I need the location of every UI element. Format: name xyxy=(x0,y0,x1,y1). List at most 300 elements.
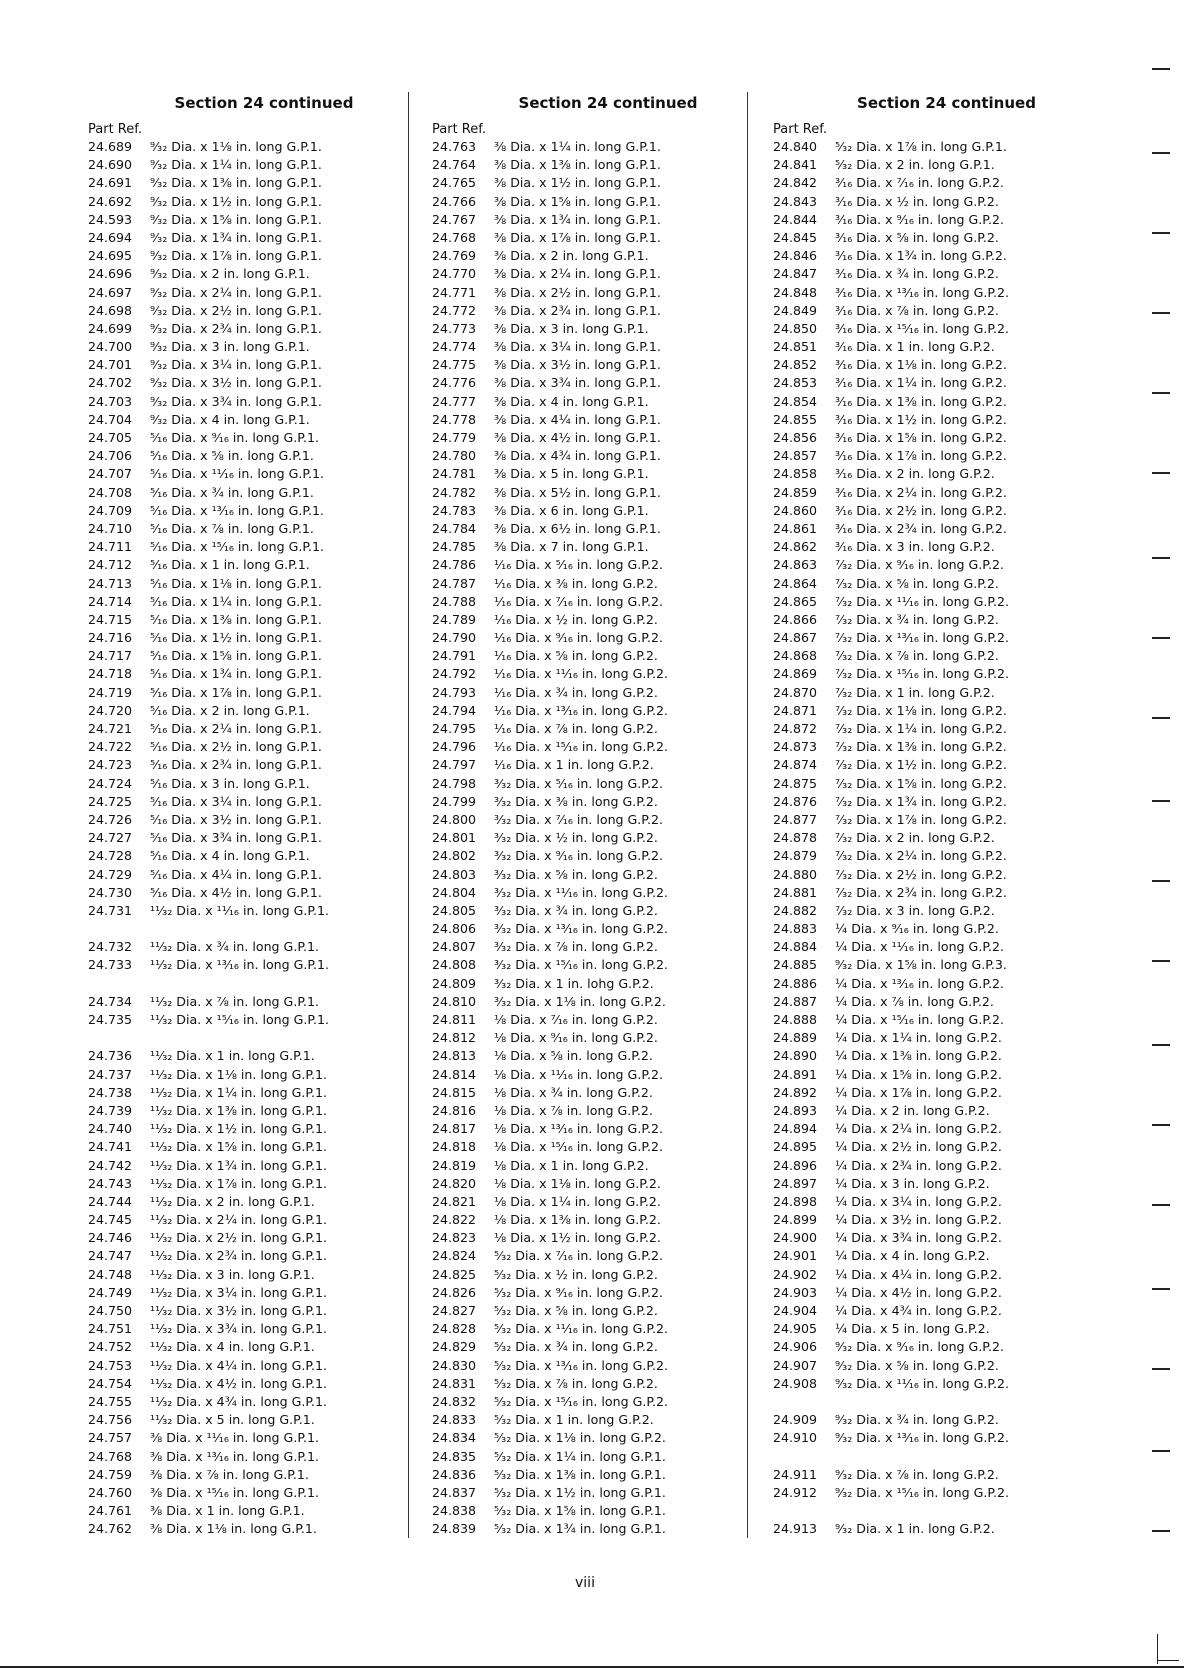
part-row xyxy=(432,829,744,847)
part-row xyxy=(88,229,400,247)
section-heading: Section 24 continued xyxy=(518,94,698,112)
part-description: ⁷⁄₃₂ Dia. x ¹³⁄₁₆ in. long G.P.2. xyxy=(835,630,1010,646)
part-row xyxy=(88,393,400,411)
part-description: ⅜ Dia. x ¹⁵⁄₁₆ in. long G.P.1. xyxy=(150,1484,319,1500)
part-row xyxy=(432,393,744,411)
part-description: ⁹⁄₃₂ Dia. x 2½ in. long G.P.1. xyxy=(150,302,322,318)
part-ref: 24.709 xyxy=(88,502,133,518)
part-row xyxy=(432,447,744,465)
part-row xyxy=(432,1448,744,1466)
part-row xyxy=(773,1029,1085,1047)
part-description: ¼ Dia. x 1⅜ in. long G.P.2. xyxy=(835,1048,1002,1064)
part-description: ⁹⁄₃₂ Dia. x 3½ in. long G.P.1. xyxy=(150,375,322,391)
part-ref: 24.886 xyxy=(773,975,818,991)
part-description: ⁹⁄₃₂ Dia. x 3 in. long G.P.1. xyxy=(150,339,310,355)
part-ref: 24.717 xyxy=(88,648,133,664)
part-row xyxy=(88,1193,400,1211)
part-description: ⁵⁄₁₆ Dia. x 1⅜ in. long G.P.1. xyxy=(150,611,322,627)
part-row xyxy=(432,720,744,738)
part-ref: 24.842 xyxy=(773,175,818,191)
part-row xyxy=(88,429,400,447)
part-ref: 24.799 xyxy=(432,793,477,809)
part-ref: 24.866 xyxy=(773,611,818,627)
part-ref: 24.715 xyxy=(88,611,133,627)
part-row xyxy=(432,920,744,938)
part-row xyxy=(773,484,1085,502)
part-row xyxy=(88,866,400,884)
part-row xyxy=(773,1320,1085,1338)
part-description: ⅛ Dia. x 1 in. long G.P.2. xyxy=(494,1157,649,1173)
part-row xyxy=(88,338,400,356)
part-description: ⁷⁄₃₂ Dia. x 1¼ in. long G.P.2. xyxy=(835,721,1007,736)
part-description: ⅜ Dia. x 2¾ in. long G.P.1. xyxy=(494,302,661,318)
part-description: ¹¹⁄₃₂ Dia. x 1½ in. long G.P.1. xyxy=(150,1121,327,1137)
part-ref: 24.699 xyxy=(88,320,133,336)
part-row xyxy=(773,1520,1085,1538)
part-ref: 24.786 xyxy=(432,557,477,573)
part-ref: 24.852 xyxy=(773,357,818,373)
part-ref: 24.774 xyxy=(432,339,477,355)
part-ref: 24.899 xyxy=(773,1212,818,1228)
part-row xyxy=(88,702,400,720)
part-description: ³⁄₃₂ Dia. x ⅞ in. long G.P.2. xyxy=(494,939,658,955)
part-description: ⁵⁄₃₂ Dia. x 1⅛ in. long G.P.2. xyxy=(494,1430,666,1446)
part-row xyxy=(88,665,400,683)
part-description: ⁹⁄₃₂ Dia. x 1¼ in. long G.P.1. xyxy=(150,157,322,173)
part-description: ¹⁄₁₆ Dia. x 1 in. long G.P.2. xyxy=(494,757,654,773)
part-ref: 24.775 xyxy=(432,357,477,373)
part-description: ⁵⁄₁₆ Dia. x 1⅞ in. long G.P.1. xyxy=(150,684,322,700)
part-ref: 24.858 xyxy=(773,466,818,482)
part-ref: 24.721 xyxy=(88,721,133,736)
part-description: ¼ Dia. x ¹³⁄₁₆ in. long G.P.2. xyxy=(835,975,1004,991)
part-row xyxy=(773,575,1085,593)
part-row xyxy=(88,1448,400,1466)
part-description: ¼ Dia. x 1¼ in. long G.P.2. xyxy=(835,1030,1002,1046)
part-row xyxy=(773,356,1085,374)
part-row xyxy=(773,920,1085,938)
part-description: ⅜ Dia. x ⅞ in. long G.P.1. xyxy=(150,1466,309,1482)
part-description: ⅜ Dia. x 3½ in. long G.P.1. xyxy=(494,357,661,373)
part-ref: 24.860 xyxy=(773,502,818,518)
margin-dash xyxy=(1152,717,1170,719)
part-row xyxy=(88,1102,400,1120)
part-row xyxy=(432,647,744,665)
part-ref: 24.844 xyxy=(773,211,818,227)
part-description: ⁷⁄₃₂ Dia. x ¹¹⁄₁₆ in. long G.P.2. xyxy=(835,593,1010,609)
part-description: ¹¹⁄₃₂ Dia. x 1 in. long G.P.1. xyxy=(150,1048,315,1064)
part-ref: 24.837 xyxy=(432,1484,477,1500)
part-description: ¼ Dia. x 3½ in. long G.P.2. xyxy=(835,1212,1002,1228)
section-heading: Section 24 continued xyxy=(857,94,1036,112)
part-ref: 24.789 xyxy=(432,611,477,627)
part-description: ³⁄₃₂ Dia. x ⁷⁄₁₆ in. long G.P.2. xyxy=(494,811,663,827)
part-ref: 24.690 xyxy=(88,157,133,173)
part-description: ¹¹⁄₃₂ Dia. x 3 in. long G.P.1. xyxy=(150,1266,315,1282)
part-ref: 24.760 xyxy=(88,1484,133,1500)
part-ref: 24.903 xyxy=(773,1284,818,1300)
part-row xyxy=(88,829,400,847)
part-row xyxy=(773,502,1085,520)
part-description: ³⁄₁₆ Dia. x 3 in. long G.P.2. xyxy=(835,539,995,555)
part-description: ¼ Dia. x 3 in. long G.P.2. xyxy=(835,1175,990,1191)
part-ref: 24.593 xyxy=(88,211,133,227)
part-description: ³⁄₃₂ Dia. x ⁹⁄₁₆ in. long G.P.2. xyxy=(494,848,663,864)
crop-mark xyxy=(1157,1660,1179,1661)
part-ref: 24.752 xyxy=(88,1339,133,1355)
part-description: ³⁄₃₂ Dia. x 1 in. lohg G.P.2. xyxy=(494,975,654,991)
part-description: ⅜ Dia. x 3¾ in. long G.P.1. xyxy=(494,375,661,391)
part-description: ⁵⁄₁₆ Dia. x ¹⁵⁄₁₆ in. long G.P.1. xyxy=(150,539,325,555)
margin-dash xyxy=(1152,1368,1170,1370)
part-row xyxy=(432,502,744,520)
part-ref: 24.787 xyxy=(432,575,477,591)
part-ref: 24.689 xyxy=(88,139,133,154)
part-row xyxy=(432,1320,744,1338)
part-ref: 24.777 xyxy=(432,393,477,409)
part-row xyxy=(88,1138,400,1156)
part-row xyxy=(432,465,744,483)
part-row xyxy=(773,629,1085,647)
part-row xyxy=(432,1011,744,1029)
part-description: ⁹⁄₃₂ Dia. x ⅝ in. long G.P.2. xyxy=(835,1357,999,1373)
part-ref: 24.700 xyxy=(88,339,133,355)
part-ref: 24.753 xyxy=(88,1357,133,1373)
part-ref: 24.708 xyxy=(88,484,133,500)
part-row xyxy=(432,629,744,647)
part-row xyxy=(432,1066,744,1084)
part-ref: 24.736 xyxy=(88,1048,133,1064)
part-description: ⁵⁄₃₂ Dia. x ¹⁵⁄₁₆ in. long G.P.2. xyxy=(494,1393,669,1409)
part-row xyxy=(88,1520,400,1538)
part-description: ⁵⁄₁₆ Dia. x ¹¹⁄₁₆ in. long G.P.1. xyxy=(150,466,325,482)
part-ref: 24.814 xyxy=(432,1066,477,1082)
part-ref: 24.887 xyxy=(773,993,818,1009)
part-row xyxy=(773,938,1085,956)
part-ref: 24.704 xyxy=(88,411,133,427)
part-ref: 24.807 xyxy=(432,939,477,955)
part-description: ⁵⁄₁₆ Dia. x ⅞ in. long G.P.1. xyxy=(150,520,314,536)
part-ref: 24.818 xyxy=(432,1139,477,1155)
part-ref: 24.770 xyxy=(432,266,477,282)
part-row xyxy=(773,1284,1085,1302)
part-description: ¼ Dia. x 2¾ in. long G.P.2. xyxy=(835,1157,1002,1173)
part-row xyxy=(432,611,744,629)
part-row xyxy=(773,684,1085,702)
part-ref: 24.870 xyxy=(773,684,818,700)
part-description: ⁷⁄₃₂ Dia. x 1⅜ in. long G.P.2. xyxy=(835,739,1007,755)
margin-dash xyxy=(1152,1204,1170,1206)
part-ref: 24.782 xyxy=(432,484,477,500)
part-description: ³⁄₃₂ Dia. x ¹⁵⁄₁₆ in. long G.P.2. xyxy=(494,957,669,973)
part-row xyxy=(88,993,400,1011)
part-ref: 24.734 xyxy=(88,993,133,1009)
part-row xyxy=(432,1466,744,1484)
part-ref: 24.889 xyxy=(773,1030,818,1046)
part-row xyxy=(88,575,400,593)
part-ref: 24.790 xyxy=(432,630,477,646)
part-description: ¹⁄₁₆ Dia. x ¾ in. long G.P.2. xyxy=(494,684,658,700)
part-ref: 24.843 xyxy=(773,193,818,209)
part-description: ⁹⁄₃₂ Dia. x 1¾ in. long G.P.1. xyxy=(150,229,322,245)
part-row xyxy=(88,629,400,647)
part-ref: 24.808 xyxy=(432,957,477,973)
part-description: ¹⁄₁₆ Dia. x ⅝ in. long G.P.2. xyxy=(494,648,658,664)
part-description: ⁵⁄₁₆ Dia. x 2½ in. long G.P.1. xyxy=(150,739,322,755)
part-description: ⅛ Dia. x ¾ in. long G.P.2. xyxy=(494,1084,653,1100)
part-row xyxy=(88,356,400,374)
part-row xyxy=(432,247,744,265)
part-row xyxy=(773,1429,1085,1465)
part-description: ⅜ Dia. x 1⅝ in. long G.P.1. xyxy=(494,193,661,209)
part-row xyxy=(773,702,1085,720)
parts-list xyxy=(432,138,744,1538)
part-ref: 24.793 xyxy=(432,684,477,700)
part-description: ³⁄₁₆ Dia. x 1⅜ in. long G.P.2. xyxy=(835,393,1007,409)
part-description: ¼ Dia. x 4¼ in. long G.P.2. xyxy=(835,1266,1002,1282)
part-ref: 24.805 xyxy=(432,902,477,918)
part-row xyxy=(88,902,400,938)
part-description: ⁹⁄₃₂ Dia. x ⁹⁄₁₆ in. long G.P.2. xyxy=(835,1339,1004,1355)
part-ref: 24.714 xyxy=(88,593,133,609)
part-ref: 24.804 xyxy=(432,884,477,900)
part-description: ⁵⁄₃₂ Dia. x ¹³⁄₁₆ in. long G.P.2. xyxy=(494,1357,669,1373)
part-ref: 24.749 xyxy=(88,1284,133,1300)
part-description: ⅜ Dia. x ¹³⁄₁₆ in. long G.P.1. xyxy=(150,1448,319,1464)
part-row xyxy=(432,665,744,683)
part-description: ⁵⁄₃₂ Dia. x 1⅝ in. long G.P.1. xyxy=(494,1503,666,1519)
part-row xyxy=(773,265,1085,283)
part-row xyxy=(88,447,400,465)
part-row xyxy=(773,1302,1085,1320)
part-description: ¹¹⁄₃₂ Dia. x 2 in. long G.P.1. xyxy=(150,1193,315,1209)
part-row xyxy=(773,1193,1085,1211)
part-ref: 24.830 xyxy=(432,1357,477,1373)
part-description: ⅜ Dia. x 4 in. long G.P.1. xyxy=(494,393,649,409)
part-row xyxy=(773,211,1085,229)
part-ref: 24.854 xyxy=(773,393,818,409)
part-ref: 24.740 xyxy=(88,1121,133,1137)
part-ref: 24.817 xyxy=(432,1121,477,1137)
part-description: ⁹⁄₃₂ Dia. x 2¼ in. long G.P.1. xyxy=(150,284,322,300)
part-row xyxy=(773,775,1085,793)
part-row xyxy=(773,793,1085,811)
part-row xyxy=(432,174,744,192)
part-row xyxy=(432,1157,744,1175)
part-row xyxy=(773,756,1085,774)
part-ref: 24.768 xyxy=(432,229,477,245)
part-row xyxy=(432,211,744,229)
part-description: ¹¹⁄₃₂ Dia. x 2¼ in. long G.P.1. xyxy=(150,1212,327,1228)
part-row xyxy=(432,1484,744,1502)
part-row xyxy=(88,465,400,483)
part-ref: 24.744 xyxy=(88,1193,133,1209)
part-row xyxy=(432,1229,744,1247)
margin-dash xyxy=(1152,472,1170,474)
part-description: ⁵⁄₃₂ Dia. x ⁷⁄₁₆ in. long G.P.2. xyxy=(494,1248,663,1264)
part-row xyxy=(88,738,400,756)
part-row xyxy=(432,538,744,556)
part-row xyxy=(432,902,744,920)
part-description: ⁹⁄₃₂ Dia. x 1½ in. long G.P.1. xyxy=(150,193,322,209)
part-description: ⅛ Dia. x 1⅛ in. long G.P.2. xyxy=(494,1175,661,1191)
part-description: ⁵⁄₁₆ Dia. x 4½ in. long G.P.1. xyxy=(150,884,322,900)
part-description: ¼ Dia. x 5 in. long G.P.2. xyxy=(835,1321,990,1337)
part-row xyxy=(88,1266,400,1284)
part-ref: 24.756 xyxy=(88,1412,133,1428)
part-row xyxy=(773,247,1085,265)
part-row xyxy=(773,1211,1085,1229)
part-row xyxy=(773,174,1085,192)
part-row xyxy=(773,338,1085,356)
part-row xyxy=(88,1284,400,1302)
part-ref: 24.694 xyxy=(88,229,133,245)
part-row xyxy=(88,520,400,538)
margin-dash xyxy=(1152,1288,1170,1290)
part-row xyxy=(432,429,744,447)
part-description: ⁷⁄₃₂ Dia. x 1¾ in. long G.P.2. xyxy=(835,793,1007,809)
part-ref: 24.856 xyxy=(773,430,818,445)
part-description: ⁹⁄₃₂ Dia. x 1⅜ in. long G.P.1. xyxy=(150,175,322,191)
part-ref: 24.738 xyxy=(88,1084,133,1100)
part-ref: 24.728 xyxy=(88,848,133,864)
part-ref: 24.707 xyxy=(88,466,133,482)
part-description: ⁵⁄₃₂ Dia. x 1½ in. long G.P.1. xyxy=(494,1484,666,1500)
part-ref: 24.710 xyxy=(88,520,133,536)
part-ref: 24.767 xyxy=(432,211,477,227)
part-description: ⅛ Dia. x ⅝ in. long G.P.2. xyxy=(494,1048,653,1064)
part-row xyxy=(432,1357,744,1375)
part-description: ¹¹⁄₃₂ Dia. x ¹¹⁄₁₆ in. long G.P.1. xyxy=(150,902,330,918)
part-ref: 24.849 xyxy=(773,302,818,318)
part-ref: 24.894 xyxy=(773,1121,818,1137)
part-ref: 24.836 xyxy=(432,1466,477,1482)
part-ref: 24.850 xyxy=(773,320,818,336)
part-description: ⁷⁄₃₂ Dia. x 1½ in. long G.P.2. xyxy=(835,757,1007,773)
part-description: ⁷⁄₃₂ Dia. x 2 in. long G.P.2. xyxy=(835,830,995,846)
part-row xyxy=(432,738,744,756)
part-row xyxy=(432,1429,744,1447)
part-row xyxy=(88,538,400,556)
part-row xyxy=(432,1084,744,1102)
part-ref: 24.797 xyxy=(432,757,477,773)
part-ref: 24.696 xyxy=(88,266,133,282)
part-row xyxy=(432,1102,744,1120)
part-ref: 24.778 xyxy=(432,411,477,427)
part-ref: 24.879 xyxy=(773,848,818,864)
part-description: ⁷⁄₃₂ Dia. x ⅞ in. long G.P.2. xyxy=(835,648,999,664)
part-row xyxy=(432,411,744,429)
part-ref: 24.695 xyxy=(88,248,133,264)
part-ref: 24.861 xyxy=(773,520,818,536)
part-description: ¹⁄₁₆ Dia. x ⁹⁄₁₆ in. long G.P.2. xyxy=(494,630,663,646)
part-row xyxy=(432,1411,744,1429)
part-row xyxy=(432,847,744,865)
part-ref: 24.820 xyxy=(432,1175,477,1191)
part-ref: 24.741 xyxy=(88,1139,133,1155)
part-ref: 24.692 xyxy=(88,193,133,209)
part-description: ¹¹⁄₃₂ Dia. x 3¾ in. long G.P.1. xyxy=(150,1321,327,1337)
part-row xyxy=(88,1338,400,1356)
part-description: ³⁄₃₂ Dia. x ¾ in. long G.P.2. xyxy=(494,902,658,918)
part-description: ⅜ Dia. x 5½ in. long G.P.1. xyxy=(494,484,661,500)
part-description: ⁵⁄₁₆ Dia. x 3¼ in. long G.P.1. xyxy=(150,793,322,809)
part-description: ³⁄₁₆ Dia. x ½ in. long G.P.2. xyxy=(835,193,999,209)
part-row xyxy=(432,556,744,574)
part-description: ¼ Dia. x 4½ in. long G.P.2. xyxy=(835,1284,1002,1300)
part-description: ¹⁄₁₆ Dia. x ⅞ in. long G.P.2. xyxy=(494,721,658,736)
part-ref: 24.891 xyxy=(773,1066,818,1082)
part-description: ¹⁄₁₆ Dia. x ⁵⁄₁₆ in. long G.P.2. xyxy=(494,557,663,573)
part-description: ⁵⁄₁₆ Dia. x 3¾ in. long G.P.1. xyxy=(150,830,322,846)
part-description: ⅜ Dia. x 4½ in. long G.P.1. xyxy=(494,430,661,445)
part-description: ³⁄₁₆ Dia. x 2½ in. long G.P.2. xyxy=(835,502,1007,518)
part-ref: 24.834 xyxy=(432,1430,477,1446)
part-row xyxy=(773,866,1085,884)
part-description: ⁵⁄₃₂ Dia. x ⁹⁄₁₆ in. long G.P.2. xyxy=(494,1284,663,1300)
part-row xyxy=(88,156,400,174)
part-ref: 24.779 xyxy=(432,430,477,445)
part-ref: 24.751 xyxy=(88,1321,133,1337)
part-ref: 24.910 xyxy=(773,1430,818,1446)
part-ref: 24.869 xyxy=(773,666,818,682)
part-description: ¹⁄₁₆ Dia. x ⁷⁄₁₆ in. long G.P.2. xyxy=(494,593,663,609)
part-ref: 24.913 xyxy=(773,1521,818,1537)
part-ref: 24.865 xyxy=(773,593,818,609)
part-ref: 24.702 xyxy=(88,375,133,391)
part-ref: 24.832 xyxy=(432,1393,477,1409)
part-ref: 24.748 xyxy=(88,1266,133,1282)
part-row xyxy=(773,538,1085,556)
part-row xyxy=(773,1375,1085,1411)
part-description: ³⁄₁₆ Dia. x 1⅝ in. long G.P.2. xyxy=(835,430,1007,445)
part-row xyxy=(88,320,400,338)
part-row xyxy=(773,1338,1085,1356)
part-ref: 24.851 xyxy=(773,339,818,355)
column-divider xyxy=(408,92,409,1538)
part-description: ³⁄₃₂ Dia. x ⅜ in. long G.P.2. xyxy=(494,793,658,809)
part-ref: 24.846 xyxy=(773,248,818,264)
part-row xyxy=(88,775,400,793)
part-row xyxy=(773,1011,1085,1029)
part-row xyxy=(88,684,400,702)
part-row xyxy=(88,138,400,156)
part-description: ⅛ Dia. x ⅞ in. long G.P.2. xyxy=(494,1102,653,1118)
part-description: ¼ Dia. x 2 in. long G.P.2. xyxy=(835,1102,990,1118)
part-ref: 24.862 xyxy=(773,539,818,555)
part-row xyxy=(432,1247,744,1265)
part-ref: 24.724 xyxy=(88,775,133,791)
part-ref: 24.739 xyxy=(88,1102,133,1118)
part-description: ³⁄₁₆ Dia. x ⁹⁄₁₆ in. long G.P.2. xyxy=(835,211,1004,227)
part-description: ⁵⁄₁₆ Dia. x 2¾ in. long G.P.1. xyxy=(150,757,322,773)
part-ref: 24.819 xyxy=(432,1157,477,1173)
part-row xyxy=(432,1284,744,1302)
part-description: ⁷⁄₃₂ Dia. x 2¾ in. long G.P.2. xyxy=(835,884,1007,900)
part-ref: 24.841 xyxy=(773,157,818,173)
part-description: ¹¹⁄₃₂ Dia. x ⅞ in. long G.P.1. xyxy=(150,993,319,1009)
part-row xyxy=(88,1084,400,1102)
part-row xyxy=(432,1029,744,1047)
part-row xyxy=(773,156,1085,174)
part-description: ⁹⁄₃₂ Dia. x 2 in. long G.P.1. xyxy=(150,266,310,282)
part-row xyxy=(773,393,1085,411)
part-description: ⁷⁄₃₂ Dia. x 2¼ in. long G.P.2. xyxy=(835,848,1007,864)
part-description: ³⁄₁₆ Dia. x 1¾ in. long G.P.2. xyxy=(835,248,1007,264)
part-row xyxy=(773,229,1085,247)
part-ref: 24.719 xyxy=(88,684,133,700)
column-divider xyxy=(747,92,748,1538)
